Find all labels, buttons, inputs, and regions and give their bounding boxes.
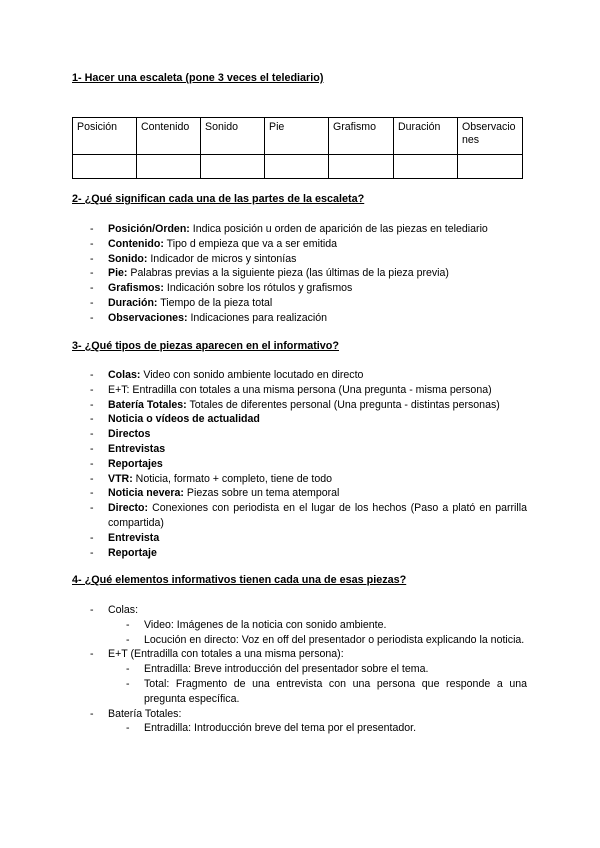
list-item	[90, 486, 527, 501]
list-item-text: Video con sonido ambiente locutado en directo	[140, 369, 364, 381]
section-3-heading: 3- ¿Qué tipos de piezas aparecen en el informativo?	[72, 340, 339, 352]
sub-list-item: - Video: Imágenes de la noticia con sonido ambiente.	[126, 618, 527, 633]
list-item-term: Directo:	[108, 502, 149, 515]
table-header-cell: Posición	[73, 118, 137, 155]
list-item	[90, 546, 527, 561]
list-item-text: Tiempo de la pieza total	[157, 296, 273, 309]
list-item-term: Directos	[108, 428, 151, 441]
list-item-term: Noticia o vídeos de actualidad	[108, 413, 260, 426]
table-cell	[265, 155, 329, 179]
table-header-cell: Contenido	[137, 118, 201, 155]
list-item	[90, 442, 527, 457]
list-item	[90, 237, 527, 252]
list-item	[90, 707, 527, 737]
sub-list	[126, 662, 527, 706]
section-2-list	[90, 222, 527, 326]
list-item-term: Observaciones:	[108, 311, 188, 324]
list-item	[90, 296, 527, 311]
table-cell	[73, 155, 137, 179]
list-item-term: Contenido:	[108, 237, 164, 250]
list-item-text: Indicación sobre los rótulos y grafismos	[163, 282, 353, 295]
list-item-text: Indicador de micros y sintonías	[147, 252, 297, 265]
list-item-text: Piezas sobre un tema atemporal	[183, 487, 340, 500]
table-cell	[394, 155, 458, 179]
table-header-cell: Pie	[265, 118, 329, 155]
list-item	[90, 281, 527, 296]
list-item	[90, 531, 527, 546]
list-item	[90, 222, 527, 237]
list-item	[90, 252, 527, 267]
list-item-text: Tipo d empieza que va a ser emitida	[163, 237, 338, 250]
list-item-text: Palabras previas a la siguiente pieza (las últimas de la pieza previa)	[127, 267, 449, 280]
list-item	[90, 457, 527, 472]
list-item-text: Noticia, formato + completo, tiene de todo	[132, 472, 333, 485]
table-row	[73, 155, 523, 179]
escaleta-table	[72, 117, 523, 179]
list-item-term: Reportajes	[108, 457, 163, 470]
section-1-heading: 1- Hacer una escaleta (pone 3 veces el telediario)	[72, 72, 324, 84]
list-item-text: Indicaciones para realización	[187, 311, 328, 324]
list-item-term: Noticia nevera:	[108, 487, 184, 500]
list-item-term: Entrevistas	[108, 442, 166, 455]
table-header-row	[73, 118, 523, 155]
sub-list-item: - Entradilla: Introducción breve del tema por el presentador.	[126, 721, 527, 736]
table-header-cell: Sonido	[201, 118, 265, 155]
list-item	[90, 647, 527, 706]
list-item-text: E+T: Entradilla con totales a una misma persona (Una pregunta - misma persona)	[108, 383, 492, 396]
group-label: Colas:	[108, 604, 139, 616]
list-item-text: Totales de diferentes personal (Una pregunta - distintas personas)	[186, 398, 500, 411]
list-item	[90, 398, 527, 413]
list-item-term: Grafismos:	[108, 282, 164, 295]
list-item-term: Sonido:	[108, 252, 148, 265]
table-header-cell: Duración	[394, 118, 458, 155]
list-item	[90, 472, 527, 487]
list-item-term: Posición/Orden:	[108, 223, 190, 235]
list-item	[90, 412, 527, 427]
table-cell	[201, 155, 265, 179]
list-item-term: Pie:	[108, 267, 128, 280]
list-item-term: Duración:	[108, 296, 158, 309]
list-item	[90, 311, 527, 326]
list-item-term: Colas:	[108, 369, 141, 381]
table-cell	[458, 155, 523, 179]
list-item-text: Conexiones con periodista en el lugar de los hechos (Paso a plató en parrilla compartida)	[108, 502, 527, 529]
list-item	[90, 501, 527, 531]
list-item	[90, 427, 527, 442]
sub-list-item: - Locución en directo: Voz en off del presentador o periodista explicando la noticia.	[126, 633, 527, 648]
table-cell	[137, 155, 201, 179]
section-3-list	[90, 368, 527, 560]
section-4-heading: 4- ¿Qué elementos informativos tienen cada una de esas piezas?	[72, 574, 407, 586]
list-item-term: Reportaje	[108, 546, 157, 559]
table-header-cell: Grafismo	[329, 118, 394, 155]
list-item-text: Indica posición u orden de aparición de las piezas en telediario	[189, 223, 488, 235]
group-label: E+T (Entradilla con totales a una misma persona):	[108, 648, 344, 661]
sub-list-item: - Entradilla: Breve introducción del presentador sobre el tema.	[126, 662, 527, 677]
list-item-term: Entrevista	[108, 531, 160, 544]
list-item-term: VTR:	[108, 472, 133, 485]
table-cell	[329, 155, 394, 179]
list-item	[90, 383, 527, 398]
table-header-cell: Observaciones	[458, 118, 523, 155]
section-4-list	[90, 603, 527, 736]
group-label: Batería Totales:	[108, 707, 182, 720]
section-2-heading: 2- ¿Qué significan cada una de las partes de la escaleta?	[72, 193, 365, 205]
sub-list-item: - Total: Fragmento de una entrevista con una persona que responde a una pregunta específica.	[126, 677, 527, 707]
sub-list	[126, 618, 527, 648]
sub-list	[126, 721, 527, 736]
list-item-term: Batería Totales:	[108, 398, 187, 411]
list-item	[90, 368, 527, 383]
list-item	[90, 266, 527, 281]
list-item	[90, 603, 527, 647]
